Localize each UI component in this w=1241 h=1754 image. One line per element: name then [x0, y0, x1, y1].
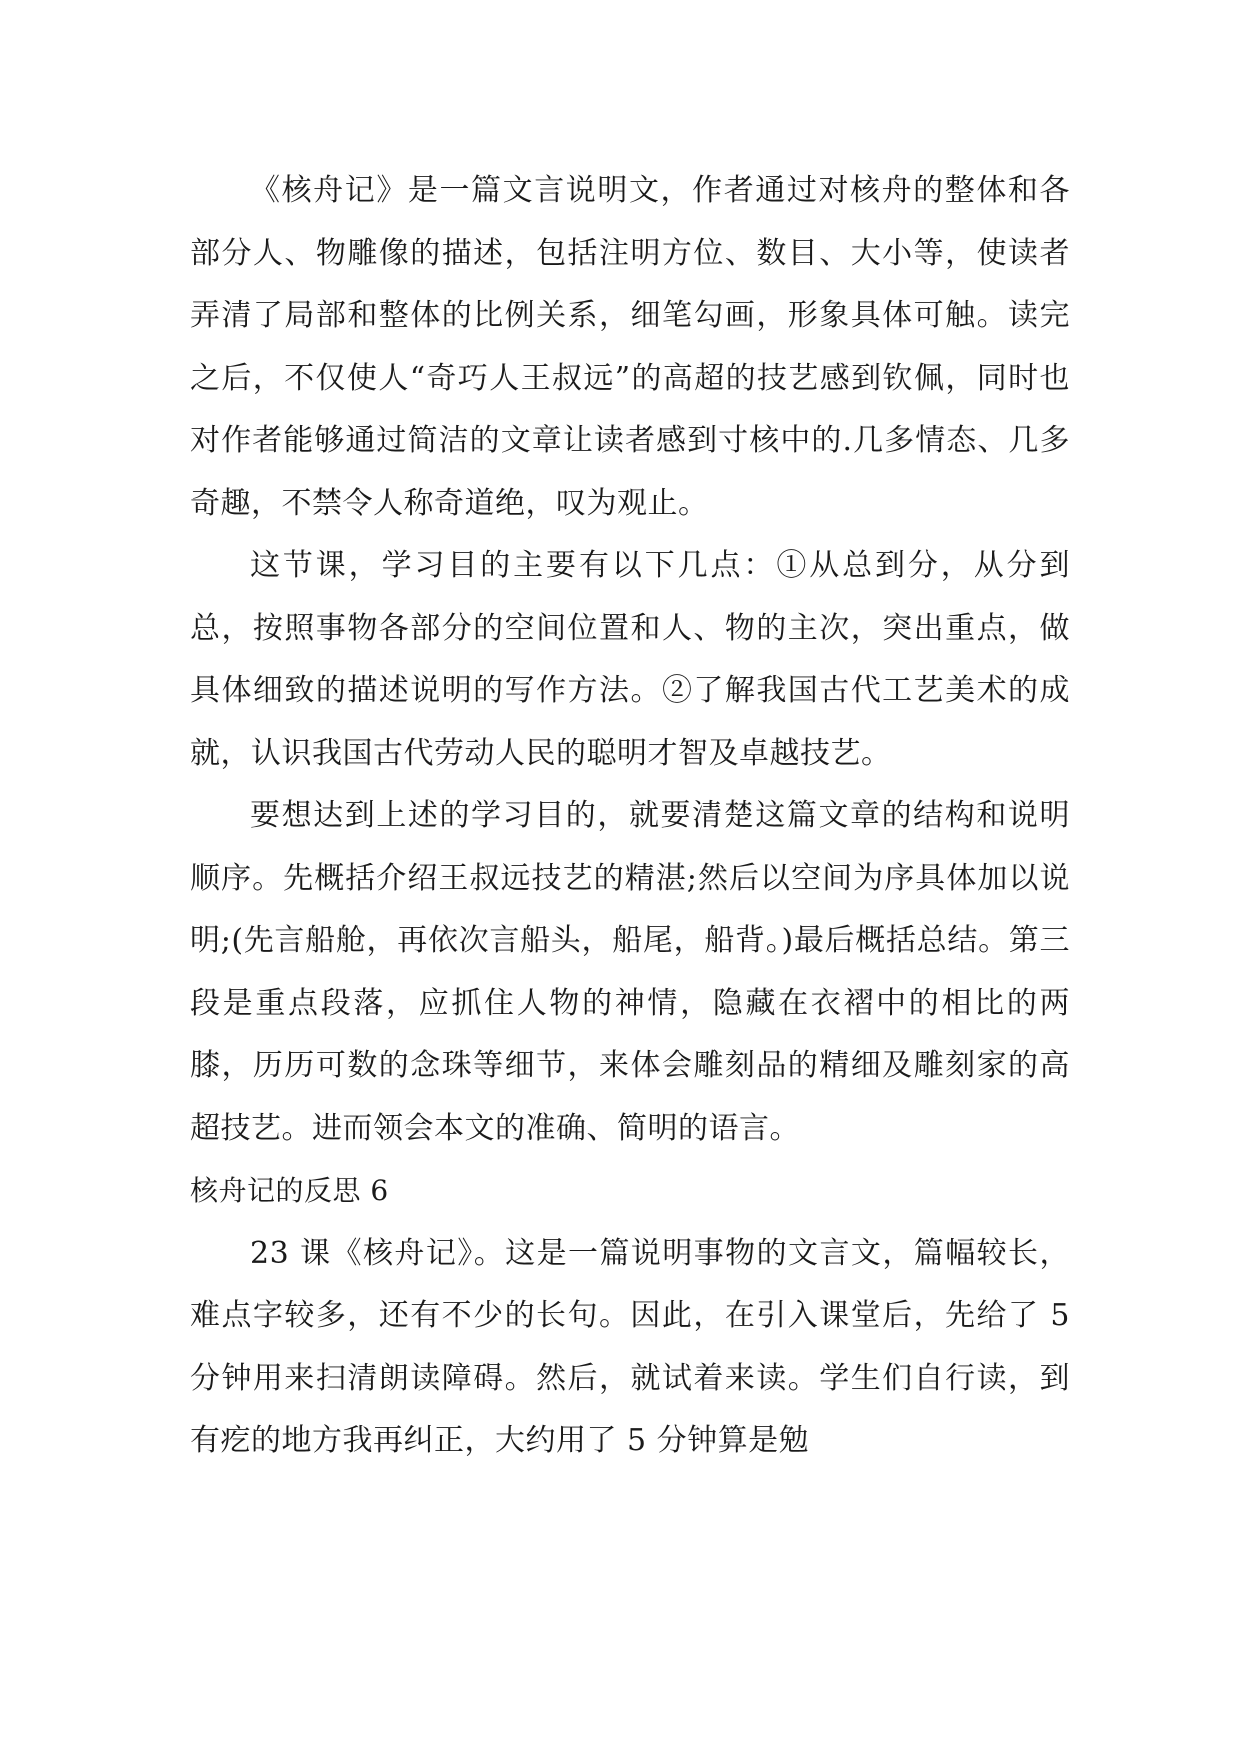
paragraph-learning-goals: 这节课，学习目的主要有以下几点：①从总到分，从分到总，按照事物各部分的空间位置和人、物的主次，突出重点，做具体细致的描述说明的写作方法。②了解我国古代工艺美术的成就，认识我国古代劳动人民的聪明才智及卓越技艺。: [190, 548, 1070, 771]
paragraph-intro: 《核舟记》是一篇文言说明文，作者通过对核舟的整体和各部分人、物雕像的描述，包括注明方位、数目、大小等，使读者弄清了局部和整体的比例关系，细笔勾画，形象具体可触。读完之后，不仅使人“奇巧人王叔远”的高超的技艺感到钦佩，同时也对作者能够通过简洁的文章让读者感到寸核中的.几多情态、几多奇趣，不禁令人称奇道绝，叹为观止。: [190, 173, 1070, 521]
paragraph-reflection: 23 课《核舟记》。这是一篇说明事物的文言文，篇幅较长，难点字较多，还有不少的长句。因此，在引入课堂后，先给了 5 分钟用来扫清朗读障碍。然后，就试着来读。学生们自行读，到有疙的地方我再纠正，大约用了 5 分钟算是勉: [190, 1235, 1070, 1458]
section-heading: 核舟记的反思 6: [190, 1174, 389, 1207]
document-body: [190, 160, 1070, 1473]
paragraph-structure: 要想达到上述的学习目的，就要清楚这篇文章的结构和说明顺序。先概括介绍王叔远技艺的精湛;然后以空间为序具体加以说明;(先言船舱，再依次言船头，船尾，船背。)最后概括总结。第三段是重点段落，应抓住人物的神情，隐藏在衣褶中的相比的两膝，历历可数的念珠等细节，来体会雕刻品的精细及雕刻家的高超技艺。进而领会本文的准确、简明的语言。: [190, 798, 1070, 1146]
